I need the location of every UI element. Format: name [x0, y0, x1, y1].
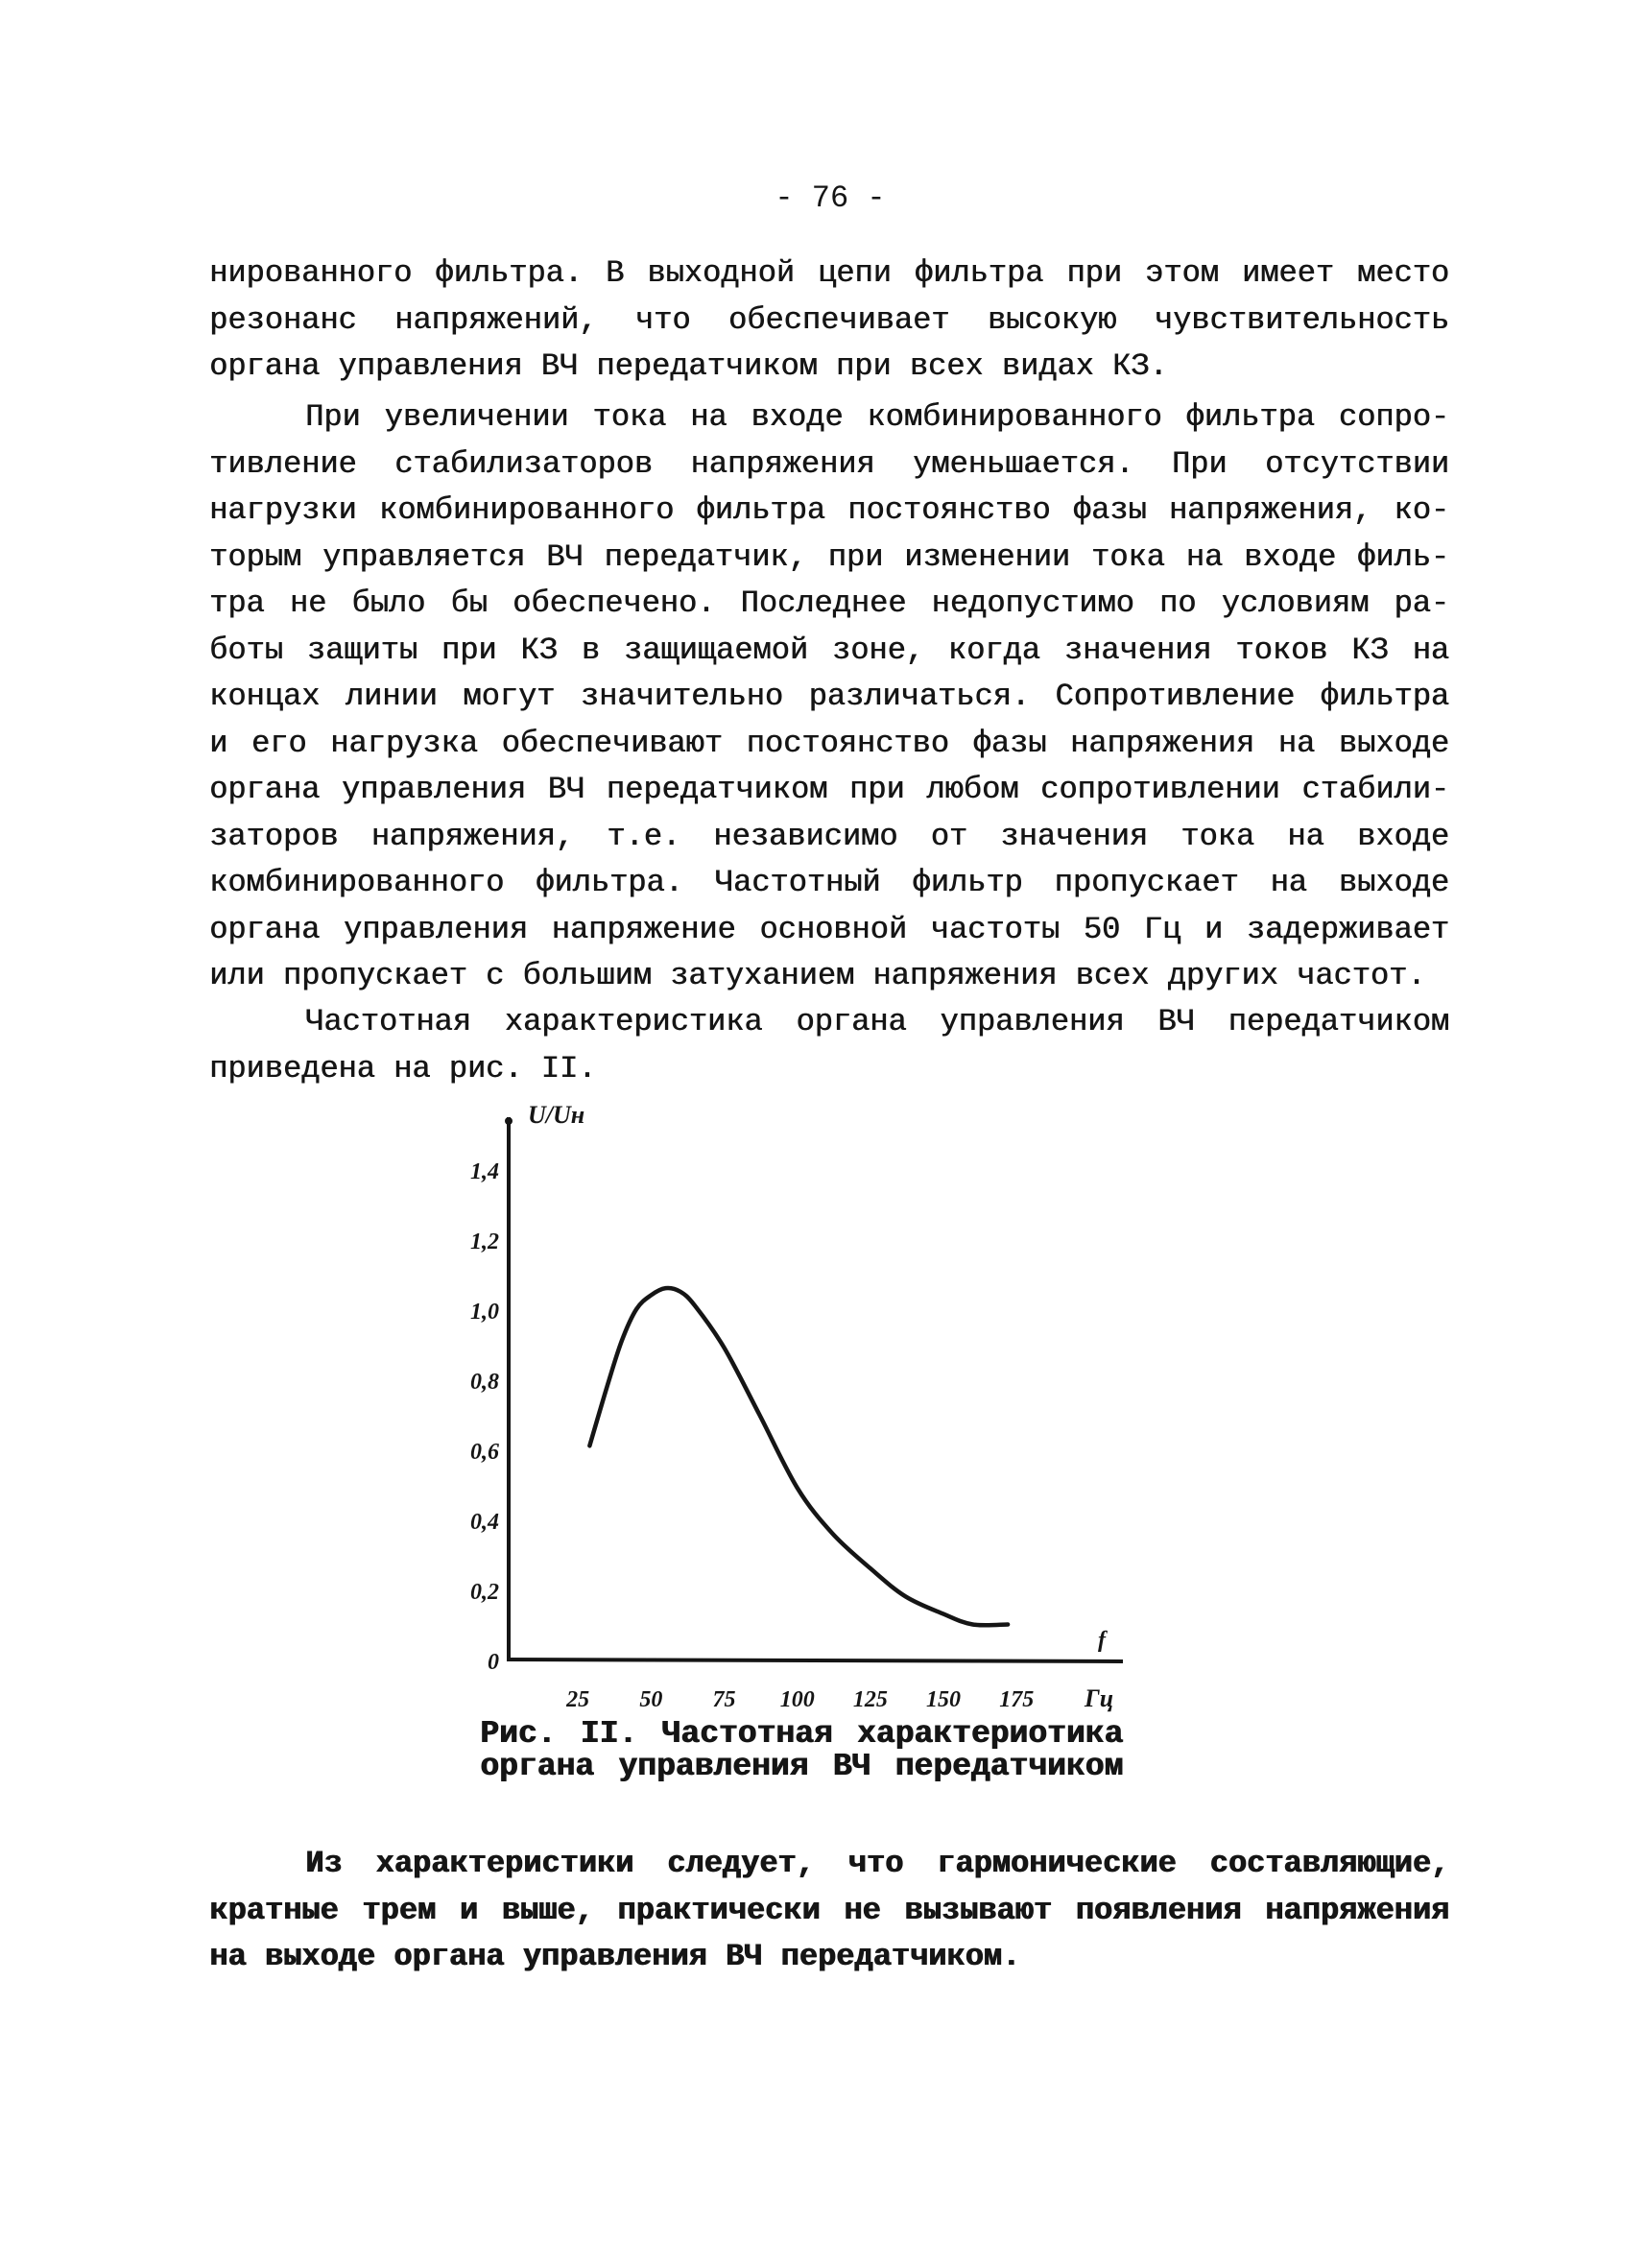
y-axis-label: U/Uн	[528, 1101, 585, 1129]
paragraph2-line: При увеличении тока на входе комбинированного фильтра сопро-	[305, 399, 1449, 435]
y-tick-label: 0,2	[470, 1580, 499, 1605]
paragraph3-line: приведена на рис. II.	[209, 1050, 597, 1086]
paragraph2-line: торым управляется ВЧ передатчик, при изменении тока на входе филь-	[209, 538, 1449, 575]
paragraph2-line: органа управления ВЧ передатчиком при любом сопротивлении стабили-	[209, 772, 1449, 807]
y-tick-label: 0	[488, 1650, 499, 1675]
y-axis-arrow-icon	[505, 1117, 513, 1125]
y-tick-label: 1,4	[470, 1159, 499, 1184]
x-axis-unit: Гц	[1085, 1684, 1114, 1712]
paragraph4-line: кратные трем и выше, практически не вызывают появления напряжения	[209, 1892, 1449, 1928]
figure-caption-line-1: Рис. II. Частотная характериотика	[480, 1716, 1123, 1752]
page-number: - 76 -	[775, 180, 886, 216]
paragraph4-line: на выходе органа управления ВЧ передатчиком.	[209, 1939, 1020, 1974]
paragraph1-line: резонанс напряжений, что обеспечивает высокую чувствительность	[209, 301, 1449, 338]
chart-ticks	[470, 1159, 1034, 1712]
x-axis	[507, 1659, 1123, 1661]
paragraph2-line: боты защиты при КЗ в защищаемой зоне, когда значения токов КЗ на	[209, 632, 1449, 668]
x-tick-label: 75	[712, 1687, 736, 1712]
frequency-response-chart	[432, 1085, 1200, 1718]
y-tick-label: 1,2	[470, 1229, 499, 1254]
paragraph3-line: Частотная характеристика органа управления ВЧ передатчиком	[305, 1004, 1449, 1039]
paragraph2-line: и его нагрузка обеспечивают постоянство фазы напряжения на выходе	[209, 725, 1449, 761]
x-tick-label: 175	[999, 1687, 1035, 1712]
chart-axes	[505, 1101, 1123, 1712]
y-tick-label: 0,8	[470, 1370, 499, 1395]
chart-series-line	[589, 1288, 1008, 1625]
paragraph1-line: органа управления ВЧ передатчиком при всех видах КЗ.	[209, 348, 1168, 384]
figure-caption-line-2: органа управления ВЧ передатчиком	[480, 1749, 1123, 1784]
y-tick-label: 0,4	[470, 1510, 499, 1535]
paragraph2-line: органа управления напряжение основной частоты 50 Гц и задерживает	[209, 911, 1449, 947]
x-axis-label: f	[1098, 1628, 1106, 1653]
paragraph2-line: нагрузки комбинированного фильтра постоянство фазы напряжения, ко-	[209, 492, 1449, 528]
paragraph2-line: или пропускает с большим затуханием напряжения всех других частот.	[209, 958, 1426, 993]
paragraph2-line: заторов напряжения, т.е. независимо от значения тока на входе	[209, 818, 1449, 854]
x-tick-label: 100	[779, 1687, 815, 1712]
paragraph2-line: концах линии могут значительно различаться. Сопротивление фильтра	[209, 679, 1449, 714]
x-tick-label: 25	[566, 1687, 590, 1712]
paragraph1-line: нированного фильтра. В выходной цепи фильтра при этом имеет место	[209, 255, 1449, 291]
paragraph2-line: тивление стабилизаторов напряжения уменьшается. При отсутствии	[209, 445, 1449, 482]
x-tick-label: 50	[639, 1687, 663, 1712]
y-tick-label: 0,6	[470, 1440, 499, 1465]
paragraph4-line: Из характеристики следует, что гармонические составляющие,	[305, 1846, 1449, 1881]
x-tick-label: 125	[852, 1687, 888, 1712]
paragraph2-line: тра не было бы обеспечено. Последнее недопустимо по условиям ра-	[209, 585, 1449, 621]
y-tick-label: 1,0	[470, 1300, 499, 1325]
paragraph2-line: комбинированного фильтра. Частотный фильтр пропускает на выходе	[209, 865, 1449, 900]
x-tick-label: 150	[926, 1687, 962, 1712]
